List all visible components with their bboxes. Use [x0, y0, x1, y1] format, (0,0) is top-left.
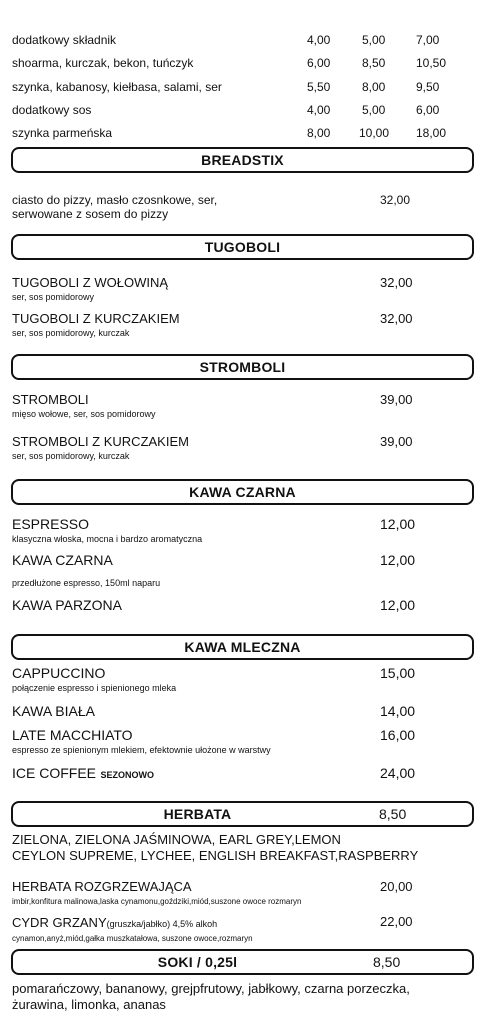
item-name: STROMBOLI Z KURCZAKIEM: [12, 434, 189, 449]
item-desc: przedłużone espresso, 150ml naparu: [12, 578, 161, 588]
section-header-stromboli: [11, 354, 474, 380]
section-header-kawa-mleczna: [11, 634, 474, 660]
item-desc: ser, sos pomidorowy, kurczak: [12, 451, 130, 461]
extras-row-price-medium: 8,50: [362, 56, 386, 70]
section-header-soki: [11, 949, 474, 975]
item-price: 39,00: [380, 434, 413, 449]
extras-row-price-medium: 5,00: [362, 33, 386, 47]
breadstix-price: 32,00: [380, 193, 411, 207]
section-title: STROMBOLI: [199, 359, 286, 375]
item-price: 15,00: [380, 665, 416, 681]
extras-row-price-medium: 5,00: [362, 103, 386, 117]
item-name: TUGOBOLI Z WOŁOWINĄ: [12, 275, 169, 290]
item-name: CAPPUCCINO: [12, 665, 106, 681]
item-name: HERBATA ROZGRZEWAJĄCA: [12, 879, 192, 894]
item-name: KAWA BIAŁA: [12, 703, 95, 719]
item-desc: klasyczna włoska, mocna i bardzo aromatyczna: [12, 534, 203, 544]
extras-row-name: dodatkowy składnik: [12, 33, 117, 47]
section-price: 8,50: [373, 954, 401, 970]
extras-row-price-large: 7,00: [416, 33, 440, 47]
item-price: 20,00: [380, 879, 413, 894]
breadstix-desc-line1: ciasto do pizzy, masło czosnkowe, ser,: [12, 193, 218, 207]
item-name: ICE COFFEE: [12, 765, 97, 781]
extras-row-price-small: 8,00: [307, 126, 331, 140]
section-title: BREADSTIX: [201, 152, 284, 168]
item-desc: cynamon,anyż,miód,gałka muszkatałowa, suszone owoce,rozmaryn: [12, 934, 253, 943]
juice-list-line1: pomarańczowy, bananowy, grejpfrutowy, jabłkowy, czarna porzeczka,: [12, 981, 410, 996]
extras-row-name: szynka parmeńska: [12, 126, 113, 140]
item-name-row: [12, 914, 217, 932]
item-name: LATE MACCHIATO: [12, 727, 133, 743]
item-price: 16,00: [380, 727, 416, 743]
extras-row-price-medium: 10,00: [359, 126, 390, 140]
extras-row-price-large: 6,00: [416, 103, 440, 117]
extras-row-price-medium: 8,00: [362, 80, 386, 94]
item-name: STROMBOLI: [12, 392, 89, 407]
juice-list-line2: żurawina, limonka, ananas: [12, 997, 166, 1012]
extras-row-price-large: 10,50: [416, 56, 447, 70]
section-title: TUGOBOLI: [204, 239, 281, 255]
item-desc: ser, sos pomidorowy, kurczak: [12, 328, 130, 338]
extras-row-price-small: 4,00: [307, 103, 331, 117]
item-note: (gruszka/jabłko) 4,5% alkoh: [106, 919, 218, 929]
extras-row-price-large: 18,00: [416, 126, 447, 140]
section-title: SOKI / 0,25l: [157, 954, 238, 970]
item-price: 22,00: [380, 914, 413, 929]
extras-row-name: szynka, kabanosy, kiełbasa, salami, ser: [12, 80, 222, 94]
item-name: KAWA PARZONA: [12, 597, 122, 613]
item-name: KAWA CZARNA: [12, 552, 113, 568]
section-header-herbata: [11, 801, 474, 827]
section-title: HERBATA: [163, 806, 232, 822]
breadstix-desc-line2: serwowane z sosem do pizzy: [12, 207, 169, 221]
extras-row-price-large: 9,50: [416, 80, 440, 94]
item-desc: połączenie espresso i spienionego mleka: [12, 683, 177, 693]
item-price: 32,00: [380, 311, 413, 326]
tea-list-line1: ZIELONA, ZIELONA JAŚMINOWA, EARL GREY,LEMON: [12, 832, 341, 847]
item-price: 12,00: [380, 552, 416, 568]
item-price: 32,00: [380, 275, 413, 290]
item-name: CYDR GRZANY: [12, 915, 107, 930]
item-price: 14,00: [380, 703, 416, 719]
seasonal-tag: SEZONOWO: [100, 770, 154, 780]
section-header-kawa-czarna: [11, 479, 474, 505]
item-name: ESPRESSO: [12, 516, 90, 532]
item-price: 12,00: [380, 516, 416, 532]
item-name: TUGOBOLI Z KURCZAKIEM: [12, 311, 180, 326]
item-desc: mięso wołowe, ser, sos pomidorowy: [12, 409, 156, 419]
section-header-breadstix: [11, 147, 474, 173]
item-price: 12,00: [380, 597, 416, 613]
extras-row-name: shoarma, kurczak, bekon, tuńczyk: [12, 56, 194, 70]
extras-row-price-small: 6,00: [307, 56, 331, 70]
item-desc: imbir,konfitura malinowa,laska cynamonu,goździki,miód,suszone owoce rozmaryn: [12, 897, 302, 906]
item-desc: espresso ze spienionym mlekiem, efektownie ułożone w warstwy: [12, 745, 271, 755]
extras-row-price-small: 5,50: [307, 80, 331, 94]
item-desc: ser, sos pomidorowy: [12, 292, 95, 302]
item-price: 39,00: [380, 392, 413, 407]
tea-list-line2: CEYLON SUPREME, LYCHEE, ENGLISH BREAKFAST,RASPBERRY: [12, 848, 419, 863]
section-title: KAWA MLECZNA: [184, 639, 301, 655]
extras-row-price-small: 4,00: [307, 33, 331, 47]
section-price: 8,50: [379, 806, 407, 822]
extras-row-name: dodatkowy sos: [12, 103, 92, 117]
item-name-row: [12, 765, 154, 783]
item-price: 24,00: [380, 765, 416, 781]
section-title: KAWA CZARNA: [189, 484, 296, 500]
section-header-tugoboli: [11, 234, 474, 260]
